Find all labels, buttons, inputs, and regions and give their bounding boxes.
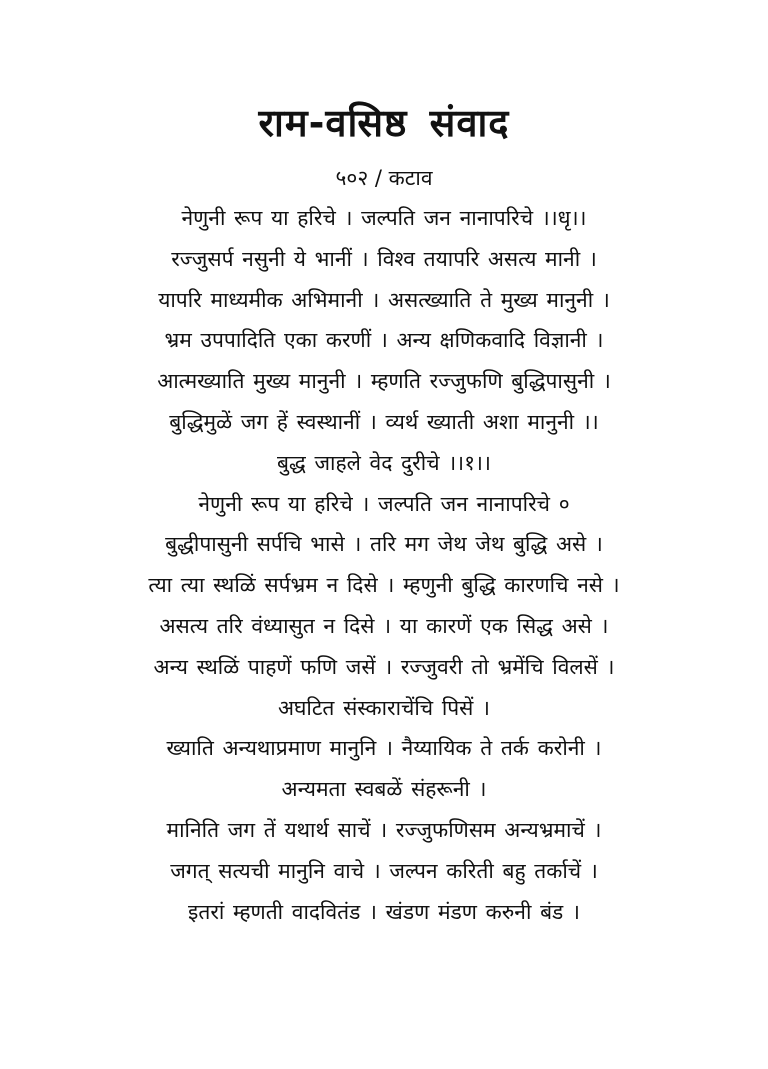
poem-number-and-form: ५०२ / कटाव [335,166,433,190]
verse-line: बुद्ध जाहले वेद दुरीचे ।।१।। [277,450,491,475]
verse-line: बुद्धिमुळें जग हें स्वस्थानीं । व्यर्थ ख्याती अशा मानुनी ।। [169,409,599,434]
verse-line: जगत् सत्यची मानुनि वाचे । जल्पन करिती बहु तर्काचें । [170,858,598,883]
verse-line: इतरां म्हणती वादवितंड । खंडण मंडण करुनी बंड । [188,899,580,924]
verse-line: अघटित संस्काराचेंचि पिसें । [277,695,491,720]
verse-line: नेणुनी रूप या हरिचे । जल्पति जन नानापरिचे ० [198,491,570,516]
verse-line: नेणुनी रूप या हरिचे । जल्पति जन नानापरिचे ।।धृ।। [181,206,587,230]
verse-line: असत्य तरि वंध्यासुत न दिसे । या कारणें एक सिद्ध असे । [159,613,609,638]
verse-line: मानिति जग तें यथार्थ साचें । रज्जुफणिसम अन्यभ्रमाचें । [166,817,602,842]
page-title: राम-वसिष्ठ संवाद [258,101,510,145]
verse-line: अन्यमता स्वबळें संहरूनी । [281,777,487,802]
verse-line: ख्याति अन्यथाप्रमाण मानुनि । नैय्यायिक ते तर्क करोनी । [166,736,602,761]
verse-block [0,198,768,932]
verse-line: त्या त्या स्थळिं सर्पभ्रम न दिसे । म्हणुनी बुद्धि कारणचि नसे । [148,573,620,598]
verse-line: बुद्धीपासुनी सर्पचि भासे । तरि मग जेथ जेथ बुद्धि असे । [165,532,603,557]
verse-line: रज्जुसर्प नसुनी ये भानीं । विश्व तयापरि असत्य मानी । [171,246,597,271]
verse-line: यापरि माध्यमीक अभिमानी । असत्ख्याति ते मुख्य मानुनी । [158,287,610,312]
verse-line: आत्मख्याति मुख्य मानुनी । म्हणति रज्जुफणि बुद्धिपासुनी । [157,369,611,394]
verse-line: अन्य स्थळिं पाहणें फणि जसें । रज्जुवरी तो भ्रमेंचि विलसें । [153,654,615,679]
verse-line: भ्रम उपपादिति एका करणीं । अन्य क्षणिकवादि विज्ञानी । [164,328,604,353]
